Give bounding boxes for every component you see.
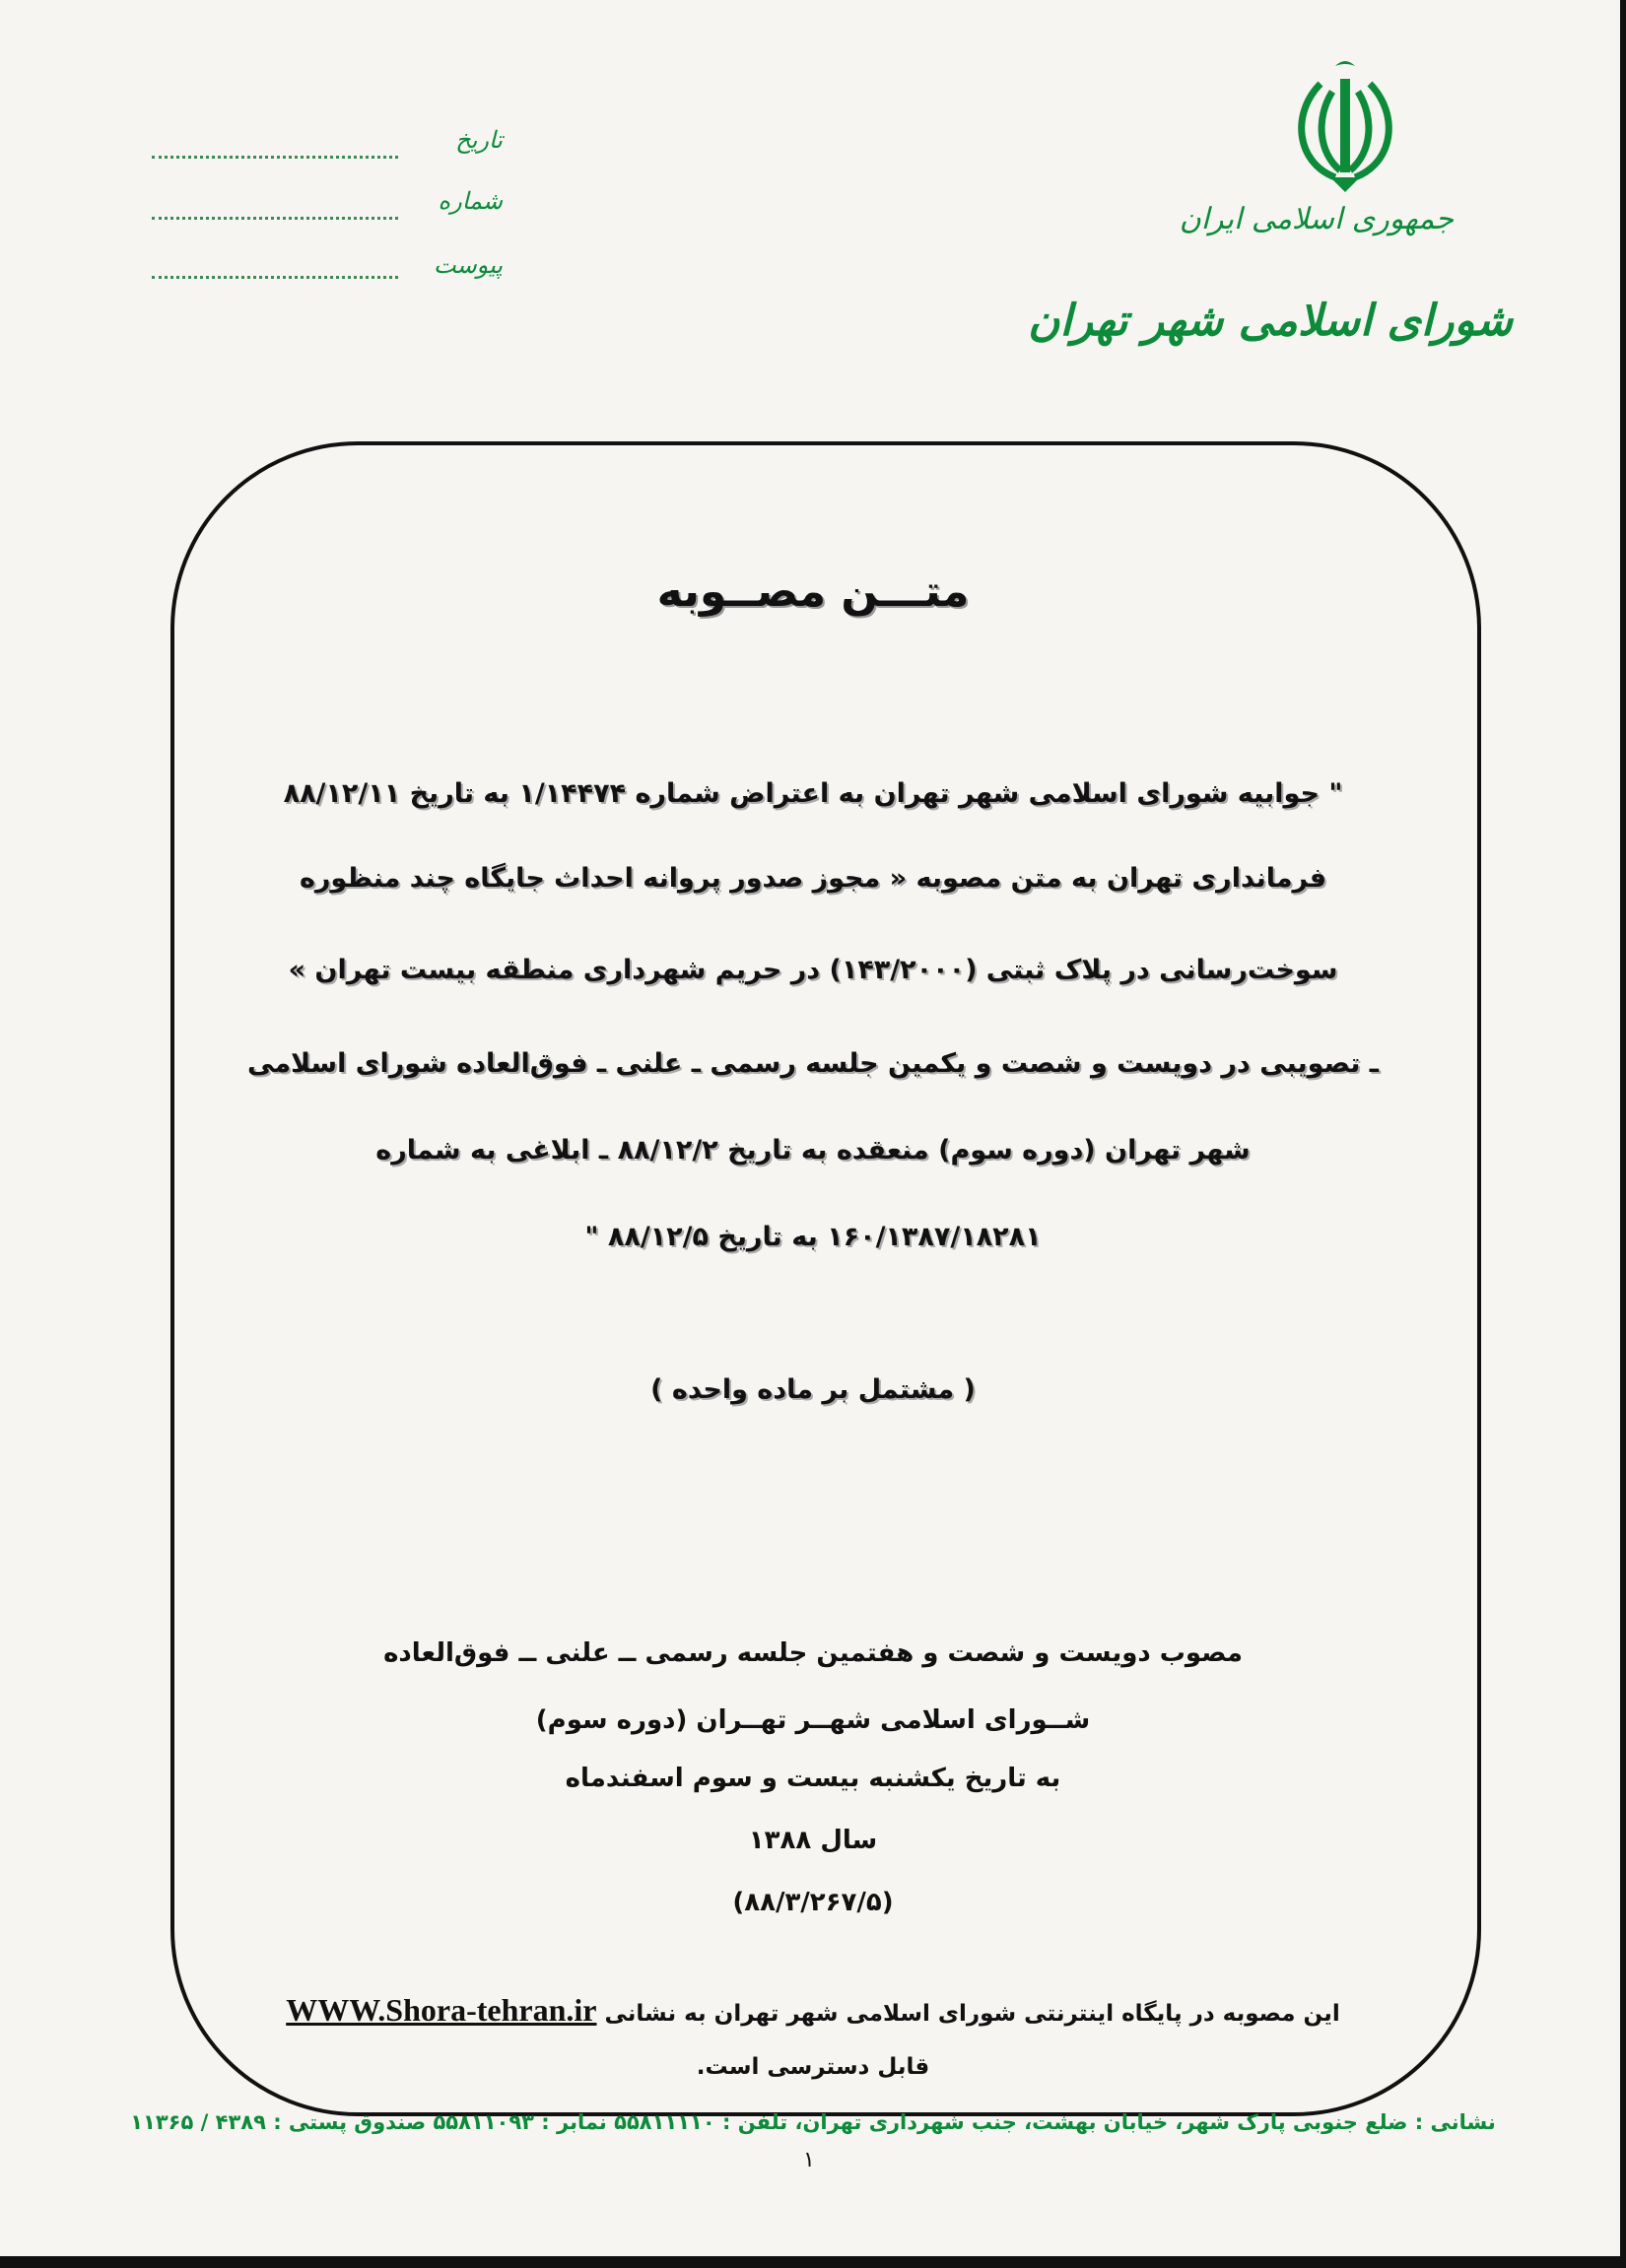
- body-line: سوخت‌رسانی در پلاک ثبتی (۱۴۳/۲۰۰۰) در حریم شهرداری منطقه بیست تهران »: [288, 955, 1338, 985]
- website-note: [227, 1992, 1399, 2029]
- document-title: متـــن مصــوبه: [656, 567, 970, 617]
- body-line: " جوابیه شورای اسلامی شهر تهران به اعتراض شماره ۱/۱۴۴۷۴ به تاریخ ۸۸/۱۲/۱۱: [283, 778, 1343, 809]
- council-name: شورای اسلامی شهر تهران: [1028, 296, 1513, 346]
- signature-line: (۸۸/۳/۲۶۷/۵): [732, 1888, 894, 1917]
- number-label: شماره: [438, 187, 503, 215]
- resolution-frame: [170, 441, 1481, 2116]
- date-label: تاریخ: [455, 126, 503, 154]
- website-note-prefix: این مصوبه در پایگاه اینترنتی شورای اسلامی شهر تهران به نشانی: [604, 2001, 1340, 2027]
- website-link[interactable]: WWW.Shora-tehran.ir: [286, 1992, 597, 2028]
- signature-line: شــورای اسلامی شهــر تهــران (دوره سوم): [535, 1705, 1091, 1735]
- footer-address: نشانی : ضلع جنوبی پارک شهر، خیابان بهشت، جنب شهرداری تهران، تلفن : ۵۵۸۱۱۱۱۰ نمابر : ۵۵۸۱۱۰۹۳ صندوق پستی : ۴۳۸۹ / ۱۱۳۶۵: [130, 2110, 1496, 2134]
- website-note-suffix: قابل دسترسی است.: [696, 2054, 930, 2080]
- subtitle: ( مشتمل بر ماده واحده ): [650, 1374, 976, 1405]
- number-field: [152, 217, 398, 220]
- signature-line: مصوب دویست و شصت و هفتمین جلسه رسمی ــ علنی ــ فوق‌العاده: [383, 1638, 1243, 1668]
- attachment-field: [152, 276, 398, 279]
- body-line: فرمانداری تهران به متن مصوبه « مجوز صدور پروانه احداث جایگاه چند منظوره: [299, 863, 1327, 894]
- page-number: ۱: [803, 2148, 815, 2172]
- iran-emblem-icon: [1281, 54, 1409, 192]
- attachment-label: پیوست: [434, 251, 503, 279]
- republic-name: جمهوری اسلامی ایران: [1179, 202, 1454, 236]
- signature-line: به تاریخ یکشنبه بیست و سوم اسفندماه: [565, 1764, 1061, 1793]
- body-line: ـ تصویبی در دویست و شصت و یکمین جلسه رسمی ـ علنی ـ فوق‌العاده شورای اسلامی: [247, 1048, 1379, 1079]
- body-line: شهر تهران (دوره سوم) منعقده به تاریخ ۸۸/۱۲/۲ ـ ابلاغی به شماره: [375, 1135, 1251, 1166]
- scan-edge-right: [1620, 0, 1626, 2268]
- date-field: [152, 156, 398, 159]
- body-line: ۱۶۰/۱۳۸۷/۱۸۲۸۱ به تاریخ ۸۸/۱۲/۵ ": [584, 1222, 1042, 1252]
- scan-edge-bottom: [0, 2256, 1626, 2268]
- signature-line: سال ۱۳۸۸: [748, 1826, 878, 1855]
